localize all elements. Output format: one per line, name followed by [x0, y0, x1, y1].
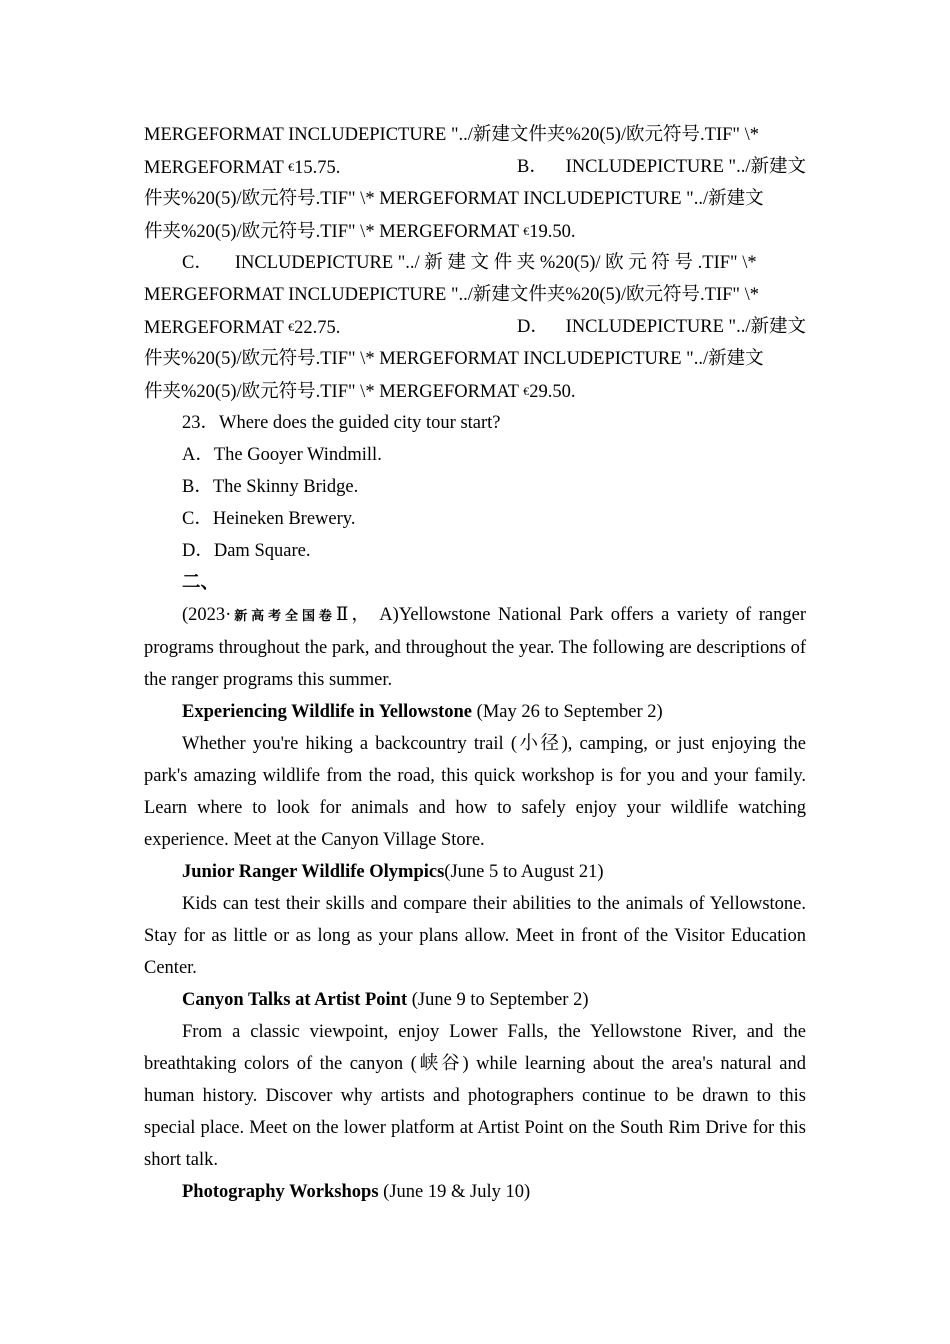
- q22-line-1-text: MERGEFORMAT INCLUDEPICTURE "../新建文件夹%20(5)/欧元符号.TIF" \*: [144, 125, 759, 145]
- q22-line-1: [144, 119, 806, 151]
- euro-symbol: €: [288, 160, 295, 174]
- euro-symbol: €: [288, 320, 295, 334]
- program-title: Junior Ranger Wildlife Olympics: [182, 862, 445, 882]
- q22-option-d-line-3: 件夹%20(5)/欧元符号.TIF" \* MERGEFORMAT €29.50.: [144, 382, 576, 402]
- q22-option-d-line-2: 件夹%20(5)/欧元符号.TIF" \* MERGEFORMAT INCLUDEPICTURE "../新建文: [144, 349, 764, 369]
- q22-option-d-label: D．: [517, 317, 549, 337]
- q22-option-b-start: [517, 151, 806, 183]
- program-heading: [144, 1176, 806, 1208]
- section-heading: 二、: [182, 573, 220, 593]
- q23-option-d: D．Dam Square.: [182, 541, 311, 561]
- q22-option-a-end: MERGEFORMAT €15.75.: [144, 158, 341, 178]
- q22-option-c-line-1: C． INCLUDEPICTURE "../ 新 建 文 件 夹 %20(5)/ 欧 元 符 号 .TIF" \*: [144, 247, 806, 279]
- q22-line-2: [144, 151, 806, 183]
- passage-source-name: 新高考全国卷: [231, 608, 336, 623]
- q22-option-c-label: C．: [182, 253, 213, 273]
- program-dates: (May 26 to September 2): [472, 702, 663, 722]
- passage-intro-text: A)Yellowstone National Park offers a variety of ranger programs throughout the park, and throughout the year. The following are descriptions of the ranger programs this summer.: [144, 605, 806, 690]
- q23-option-c: C．Heineken Brewery.: [182, 509, 356, 529]
- program-description: Whether you're hiking a backcountry trail (小径), camping, or just enjoying the park's amazing wildlife from the road, this quick workshop is for you and your family. Learn where to look for animals and how to safely enjoy your wildlife watching experience. Meet at the Canyon Village Store.: [144, 734, 806, 850]
- q22-option-a-value: 15.75.: [294, 158, 341, 178]
- program-description: From a classic viewpoint, enjoy Lower Falls, the Yellowstone River, and the breathtaking colors of the canyon (峡谷) while learning about the area's natural and human history. Discover why artists and photographers continue to be drawn to this special place. Meet on the lower platform at Artist Point on the South Rim Drive for this short talk.: [144, 1022, 806, 1170]
- q22-option-c-line-2: MERGEFORMAT INCLUDEPICTURE "../新建文件夹%20(5)/欧元符号.TIF" \*: [144, 285, 759, 305]
- passage-intro: [144, 599, 806, 696]
- q22-line-4: 件夹%20(5)/欧元符号.TIF" \* MERGEFORMAT €19.50.: [144, 222, 576, 242]
- program-title: Photography Workshops: [182, 1182, 379, 1202]
- program-title: Canyon Talks at Artist Point: [182, 990, 408, 1010]
- euro-symbol: €: [523, 224, 530, 238]
- program-title: Experiencing Wildlife in Yellowstone: [182, 702, 473, 722]
- q23-option-b: B．The Skinny Bridge.: [182, 477, 359, 497]
- program-heading: [144, 696, 806, 728]
- q22-option-d-value: 29.50.: [529, 382, 576, 402]
- q22-line-3: 件夹%20(5)/欧元符号.TIF" \* MERGEFORMAT INCLUDEPICTURE "../新建文: [144, 189, 764, 209]
- program-description: Kids can test their skills and compare their abilities to the animals of Yellowstone. Stay for as little or as long as your plans allow. Meet in front of the Visitor Education Center.: [144, 894, 806, 978]
- q22-option-d-text: INCLUDEPICTURE "../新建文: [565, 317, 806, 337]
- program-dates: (June 9 to September 2): [407, 990, 589, 1010]
- q22-option-c-value: 22.75.: [294, 318, 341, 338]
- program-dates: (June 19 & July 10): [378, 1182, 531, 1202]
- passage-source-open: (2023·: [182, 605, 232, 625]
- q23-option-a: A．The Gooyer Windmill.: [182, 445, 382, 465]
- q22-option-c-line-3: MERGEFORMAT €22.75. D． INCLUDEPICTURE "../新建文: [144, 311, 806, 343]
- passage-source-roman: Ⅱ，: [335, 605, 373, 625]
- q23-question: 23．Where does the guided city tour start?: [182, 413, 501, 433]
- euro-symbol: €: [523, 384, 530, 398]
- q22-option-b-value: 19.50.: [529, 222, 576, 242]
- program-dates: (June 5 to August 21): [444, 862, 604, 882]
- program-heading: [144, 856, 806, 888]
- document-page: [144, 119, 806, 1208]
- q22-option-d-start: [517, 311, 806, 343]
- program-heading: [144, 984, 806, 1016]
- q22-option-b-label: B．: [517, 157, 548, 177]
- q22-option-b-text: INCLUDEPICTURE "../新建文: [565, 157, 806, 177]
